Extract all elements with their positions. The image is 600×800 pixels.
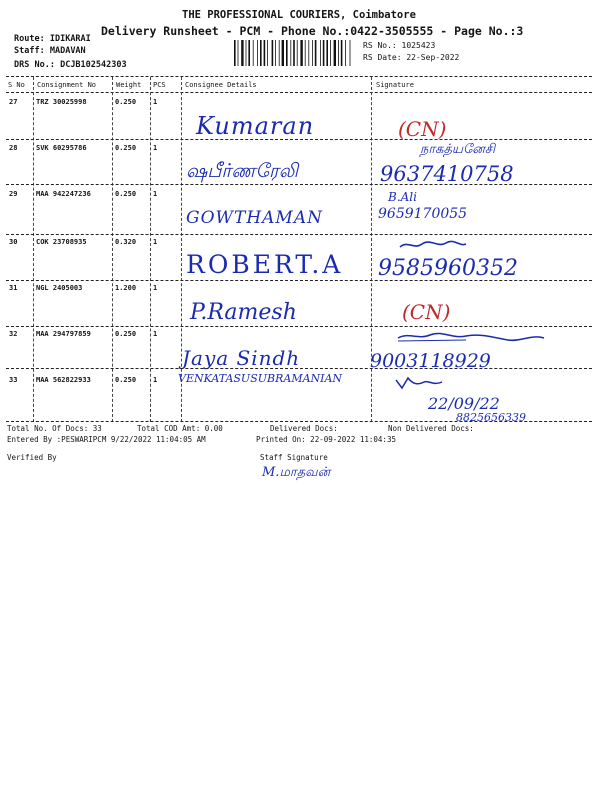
verified-by-label: Verified By (7, 453, 57, 462)
row-signature-handwritten: 9003118929 (370, 350, 491, 372)
barcode-image (232, 40, 354, 66)
signature-scribble (394, 374, 444, 392)
row-consignee-handwritten: VENKATASUSUBRAMANIAN (178, 372, 343, 385)
non-delivered-docs: Non Delivered Docs: (388, 424, 474, 433)
row-signature-handwritten: 22/09/22 (428, 394, 500, 413)
printed-on: Printed On: 22-09-2022 11:04:35 (256, 435, 396, 444)
staff-line (14, 46, 86, 56)
drs-value: DCJB102542303 (60, 60, 127, 70)
rs-no-label: RS No.: (363, 41, 397, 50)
row-signature-handwritten: 9659170055 (378, 206, 468, 222)
rs-date-line (363, 53, 459, 62)
rs-date-label: RS Date: (363, 53, 402, 62)
runsheet-subtitle: Delivery Runsheet - PCM - Phone No.:0422-3505555 - Page No.:3 (101, 24, 524, 38)
col-header-sno: S No (8, 81, 25, 89)
row-weight: 0.250 (115, 98, 137, 106)
rs-no-value: 1025423 (401, 41, 436, 50)
row-signature-handwritten: (CN) (402, 300, 451, 324)
row-consignment: MAA 562822933 (36, 376, 91, 384)
col-header-weight: Weight (116, 81, 142, 89)
row-rule (6, 326, 592, 327)
row-signature-handwritten: 9585960352 (378, 256, 518, 281)
row-signature-name-handwritten: B.Ali (388, 190, 417, 204)
delivered-docs: Delivered Docs: (270, 424, 338, 433)
row-consignment: NGL 2405003 (36, 284, 83, 292)
row-pcs: 1 (153, 376, 158, 384)
row-consignee-handwritten: Jaya Sindh (182, 346, 301, 370)
route-label: Route: (14, 34, 45, 44)
row-sno: 32 (9, 330, 18, 338)
total-cod: Total COD Amt: 0.00 (137, 424, 223, 433)
row-sno: 33 (9, 376, 18, 384)
row-signature-handwritten: (CN) (398, 117, 447, 141)
row-pcs: 1 (153, 330, 158, 338)
total-docs: Total No. Of Docs: 33 (7, 424, 102, 433)
entered-by: Entered By :PESWARIPCM 9/22/2022 11:04:05 AM (7, 435, 206, 444)
row-consignment: MAA 942247236 (36, 190, 91, 198)
signature-scribble (396, 328, 546, 344)
row-consignee-handwritten: Kumaran (196, 112, 315, 140)
row-consignment: COK 23708935 (36, 238, 87, 246)
table-header-rule (6, 92, 592, 93)
drs-line (14, 60, 127, 70)
staff-signature-handwritten: M.மாதவன் (262, 465, 331, 480)
row-sno: 28 (9, 144, 18, 152)
row-sno: 27 (9, 98, 18, 106)
staff-value: MADAVAN (49, 46, 86, 56)
route-value: IDIKARAI (49, 34, 91, 44)
col-header-consignee: Consignee Details (185, 81, 257, 89)
row-rule (6, 280, 592, 281)
row-weight: 0.250 (115, 190, 137, 198)
table-top-rule (6, 76, 592, 77)
row-consignee-handwritten: ROBERT.A (186, 250, 344, 279)
drs-label: DRS No.: (14, 60, 55, 70)
col-divider (112, 77, 113, 422)
row-weight: 1.200 (115, 284, 137, 292)
col-divider (33, 77, 34, 422)
row-signature-name-handwritten: நாகத்யனேசி (420, 142, 496, 157)
col-divider (150, 77, 151, 422)
row-weight: 0.250 (115, 376, 137, 384)
row-consignment: SVK 60295786 (36, 144, 87, 152)
signature-scribble (398, 238, 468, 252)
row-consignment: MAA 294797859 (36, 330, 91, 338)
row-consignment: TRZ 30025998 (36, 98, 87, 106)
row-weight: 0.250 (115, 144, 137, 152)
row-weight: 0.250 (115, 330, 137, 338)
row-sno: 29 (9, 190, 18, 198)
row-pcs: 1 (153, 190, 158, 198)
company-title: THE PROFESSIONAL COURIERS, Coimbatore (182, 9, 416, 21)
row-signature-phone-handwritten: 8825656339 (456, 411, 526, 424)
row-weight: 0.320 (115, 238, 137, 246)
row-sno: 31 (9, 284, 18, 292)
row-rule (6, 234, 592, 235)
row-consignee-handwritten: P.Ramesh (190, 300, 297, 325)
col-header-pcs: PCS (153, 81, 166, 89)
row-consignee-handwritten: ஷபீர்ணரேலி (186, 160, 299, 182)
staff-label: Staff: (14, 46, 45, 56)
col-divider (181, 77, 182, 422)
col-header-consignment: Consignment No (37, 81, 97, 89)
staff-signature-label: Staff Signature (260, 453, 328, 462)
row-rule (6, 184, 592, 185)
row-pcs: 1 (153, 238, 158, 246)
row-pcs: 1 (153, 144, 158, 152)
col-header-signature: Signature (376, 81, 414, 89)
row-signature-handwritten: 9637410758 (380, 162, 514, 186)
row-consignee-handwritten: GOWTHAMAN (186, 208, 323, 228)
rs-date-value: 22-Sep-2022 (406, 53, 460, 62)
row-sno: 30 (9, 238, 18, 246)
row-pcs: 1 (153, 284, 158, 292)
table-bottom-rule (6, 421, 592, 422)
row-pcs: 1 (153, 98, 158, 106)
row-rule (6, 139, 592, 140)
route-line (14, 34, 91, 44)
row-rule (6, 368, 592, 369)
rs-no-line (363, 41, 435, 50)
